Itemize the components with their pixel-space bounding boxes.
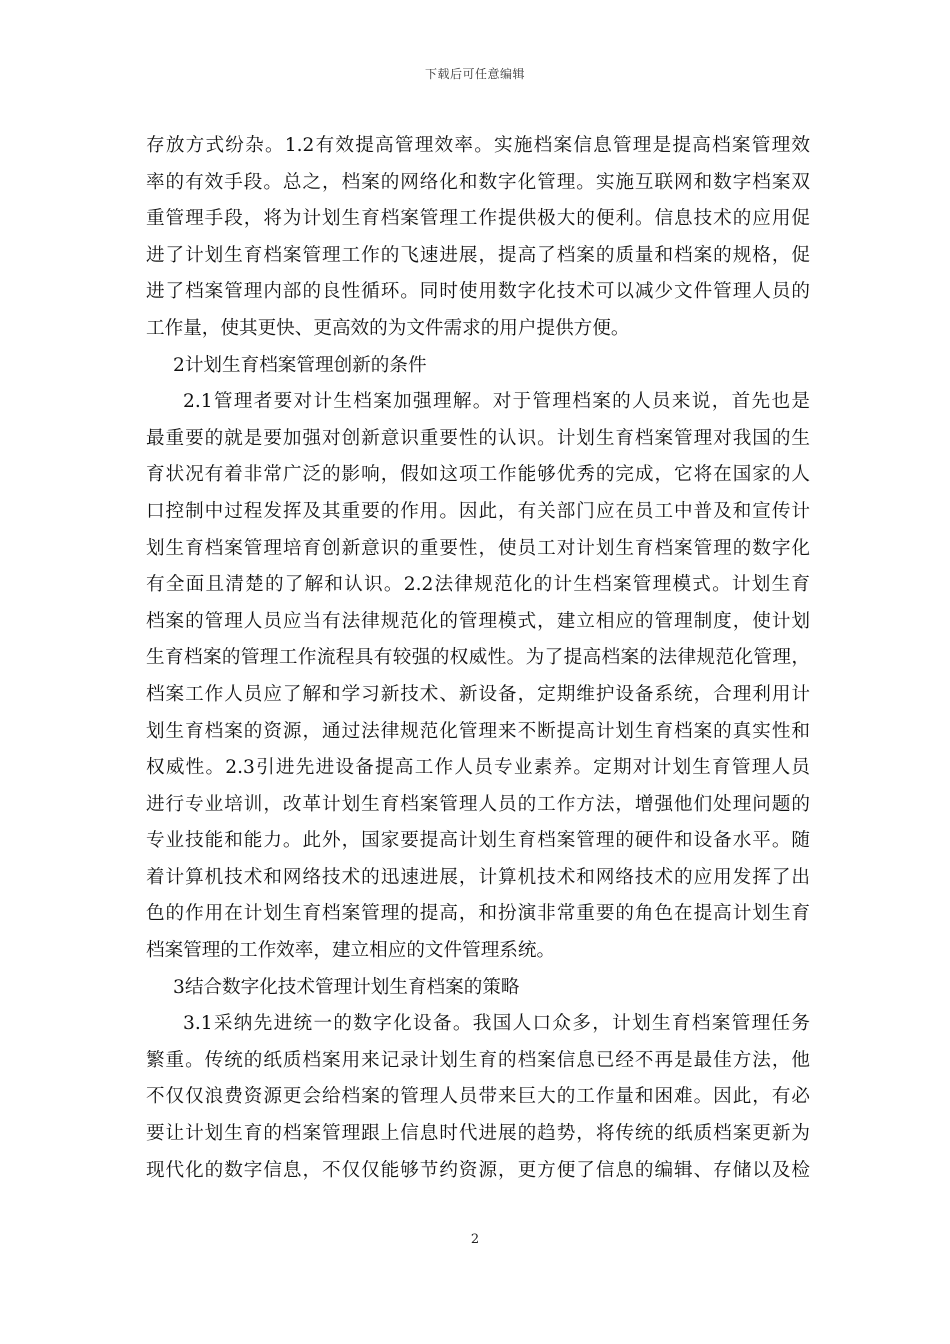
paragraph-first-line: 3.1采纳先进统一的数字化设备。我国人口众多，计划生育档案管理任务 <box>183 1013 810 1035</box>
section-heading: 2计划生育档案管理创新的条件 <box>173 354 427 376</box>
text-line: 育状况有着非常广泛的影响，假如这项工作能够优秀的完成，它将在国家的人 <box>146 464 810 486</box>
text-line: 档案工作人员应了解和学习新技术、新设备，定期维护设备系统，合理利用计 <box>146 683 810 705</box>
text-line: 进行专业培训，改革计划生育档案管理人员的工作方法，增强他们处理问题的 <box>146 793 810 815</box>
document-body <box>146 128 810 1189</box>
text-line: 档案的管理人员应当有法律规范化的管理模式，建立相应的管理制度，使计划 <box>146 610 810 632</box>
text-line: 权威性。2.3引进先进设备提高工作人员专业素养。定期对计划生育管理人员 <box>146 757 810 779</box>
text-line: 最重要的就是要加强对创新意识重要性的认识。计划生育档案管理对我国的生 <box>146 427 810 449</box>
text-line: 专业技能和能力。此外，国家要提高计划生育档案管理的硬件和设备水平。随 <box>146 830 810 852</box>
page-number: 2 <box>470 1232 480 1247</box>
text-line: 要让计划生育的档案管理跟上信息时代进展的趋势，将传统的纸质档案更新为 <box>146 1123 810 1145</box>
text-line: 存放方式纷杂。1.2有效提高管理效率。实施档案信息管理是提高档案管理效 <box>146 135 810 156</box>
text-line: 着计算机技术和网络技术的迅速进展，计算机技术和网络技术的应用发挥了出 <box>146 866 810 888</box>
paragraph-last-line: 档案管理的工作效率，建立相应的文件管理系统。 <box>146 940 556 962</box>
text-line: 重管理手段，将为计划生育档案管理工作提供极大的便利。信息技术的应用促 <box>146 208 810 230</box>
text-line: 色的作用在计划生育档案管理的提高，和扮演非常重要的角色在提高计划生育 <box>146 903 810 925</box>
page-header: 下载后可任意编辑 <box>424 67 525 81</box>
text-line: 有全面且清楚的了解和认识。2.2法律规范化的计生档案管理模式。计划生育 <box>146 574 810 596</box>
text-line: 划生育档案管理培育创新意识的重要性，使员工对计划生育档案管理的数字化 <box>146 537 810 559</box>
text-line: 不仅仅浪费资源更会给档案的管理人员带来巨大的工作量和困难。因此，有必 <box>146 1086 810 1108</box>
text-line: 率的有效手段。总之，档案的网络化和数字化管理。实施互联网和数字档案双 <box>146 171 810 193</box>
paragraph-first-line: 2.1管理者要对计生档案加强理解。对于管理档案的人员来说，首先也是 <box>183 391 810 413</box>
text-line: 进了计划生育档案管理工作的飞速进展，提高了档案的质量和档案的规格，促 <box>146 244 810 266</box>
section-heading: 3结合数字化技术管理计划生育档案的策略 <box>173 976 520 998</box>
text-line: 繁重。传统的纸质档案用来记录计划生育的档案信息已经不再是最佳方法，他 <box>146 1049 810 1071</box>
text-line: 划生育档案的资源，通过法律规范化管理来不断提高计划生育档案的真实性和 <box>146 720 810 742</box>
text-line: 现代化的数字信息，不仅仅能够节约资源，更方便了信息的编辑、存储以及检 <box>146 1159 810 1181</box>
text-line: 口控制中过程发挥及其重要的作用。因此，有关部门应在员工中普及和宣传计 <box>146 500 810 522</box>
paragraph-last-line: 工作量，使其更快、更高效的为文件需求的用户提供方便。 <box>146 317 630 339</box>
text-line: 生育档案的管理工作流程具有较强的权威性。为了提高档案的法律规范化管理， <box>146 647 810 669</box>
text-line: 进了档案管理内部的良性循环。同时使用数字化技术可以减少文件管理人员的 <box>146 281 810 303</box>
